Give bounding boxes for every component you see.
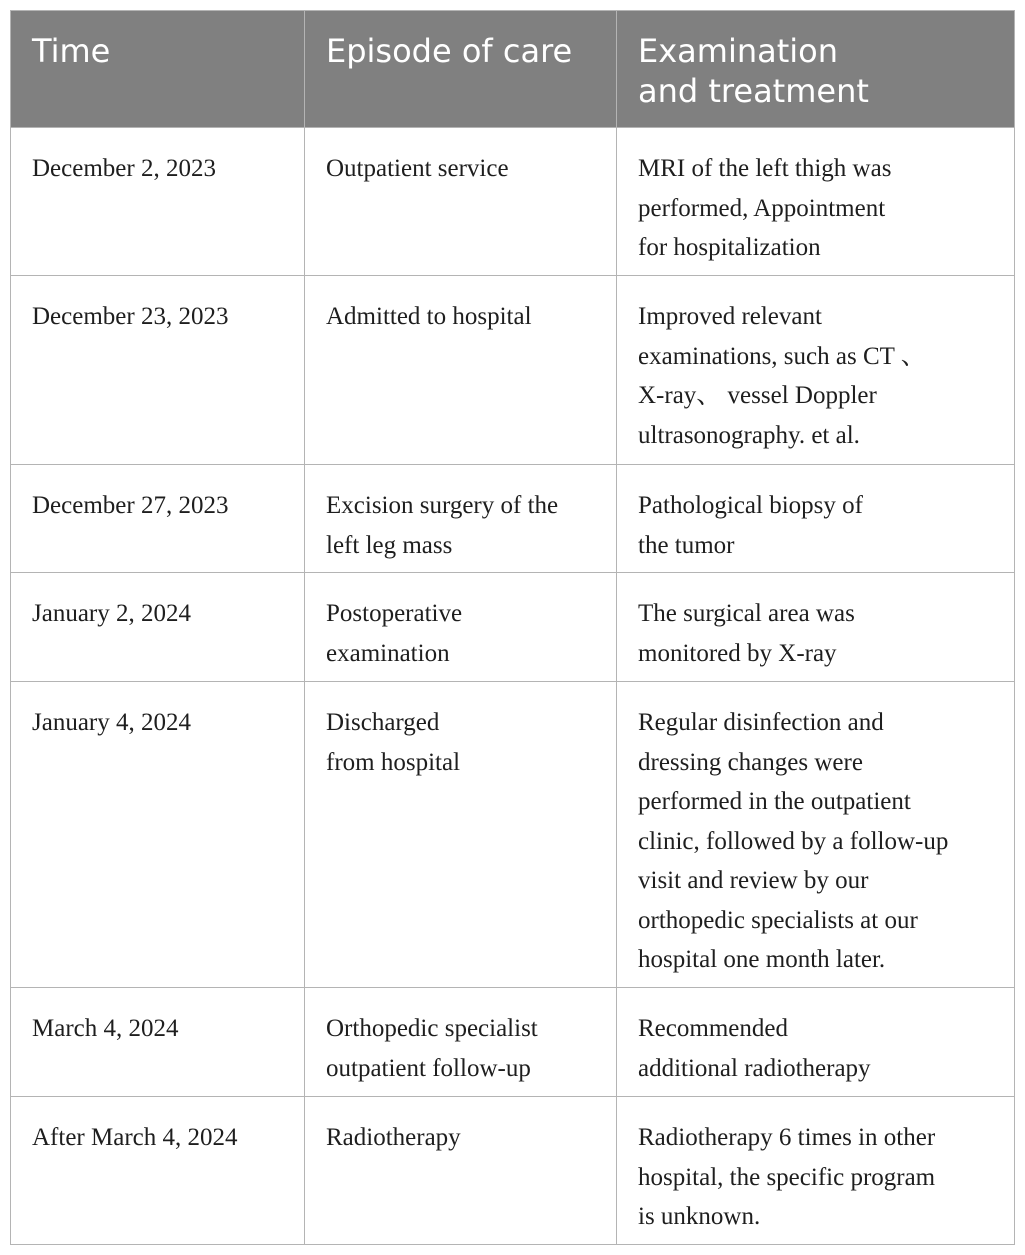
cell-line: The surgical area was (638, 600, 855, 627)
cell-line: the tumor (638, 531, 735, 559)
header-text: Examination (638, 32, 839, 70)
time-cell (11, 465, 305, 573)
table-row (11, 682, 1015, 988)
episode-cell (305, 128, 617, 276)
cell-line: MRI of the left thigh was (638, 155, 892, 182)
header-time (11, 11, 305, 128)
cell-line: December 23, 2023 (32, 303, 229, 330)
treatment-cell (617, 682, 1015, 988)
cell-line: Discharged (326, 709, 440, 736)
cell-line: dressing changes were (638, 748, 863, 776)
cell-line: December 2, 2023 (32, 155, 216, 182)
cell-line: for hospitalization (638, 234, 821, 261)
header-treatment (617, 11, 1015, 128)
header-row (11, 11, 1015, 128)
table-row (11, 988, 1015, 1097)
cell-line: hospital one month later. (638, 946, 886, 973)
cell-line: January 4, 2024 (32, 709, 191, 736)
time-cell (11, 1097, 305, 1245)
treatment-cell (617, 573, 1015, 682)
time-cell (11, 573, 305, 682)
treatment-cell (617, 465, 1015, 573)
table-header (11, 11, 1015, 128)
episode-cell (305, 276, 617, 465)
header-text: Episode of care (326, 32, 573, 70)
cell-line: monitored by X-ray (638, 639, 837, 667)
cell-line: Recommended (638, 1015, 788, 1042)
treatment-cell (617, 128, 1015, 276)
episode-cell (305, 573, 617, 682)
cell-line: additional radiotherapy (638, 1054, 871, 1082)
cell-line: examination (326, 639, 450, 667)
cell-line: Orthopedic specialist (326, 1015, 538, 1042)
cell-line: visit and review by our (638, 867, 869, 894)
cell-line: X-ray、 vessel Doppler (638, 382, 877, 409)
cell-line: Postoperative (326, 600, 463, 627)
cell-line: Outpatient service (326, 155, 509, 182)
cell-line: from hospital (326, 748, 461, 776)
header-text: and treatment (638, 72, 869, 110)
cell-line: orthopedic specialists at our (638, 906, 918, 934)
episode-cell (305, 1097, 617, 1245)
cell-line: performed, Appointment (638, 194, 886, 222)
header-text: Time (32, 32, 111, 70)
cell-line: Excision surgery of the (326, 492, 559, 519)
cell-line: After March 4, 2024 (32, 1124, 238, 1151)
treatment-cell (617, 988, 1015, 1097)
table-row (11, 1097, 1015, 1245)
cell-line: ultrasonography. et al. (638, 421, 860, 449)
cell-line: January 2, 2024 (32, 600, 191, 627)
cell-line: Pathological biopsy of (638, 492, 863, 519)
cell-line: Radiotherapy 6 times in other (638, 1124, 936, 1151)
cell-line: is unknown. (638, 1203, 761, 1230)
cell-line: performed in the outpatient (638, 788, 911, 815)
table-body (11, 128, 1015, 1245)
episode-cell (305, 465, 617, 573)
episode-cell (305, 988, 617, 1097)
table-row (11, 128, 1015, 276)
cell-line: clinic, followed by a follow-up (638, 827, 949, 855)
cell-line: March 4, 2024 (32, 1015, 179, 1042)
cell-line: Radiotherapy (326, 1124, 461, 1151)
episode-cell (305, 682, 617, 988)
header-episode (305, 11, 617, 128)
time-cell (11, 682, 305, 988)
table-row (11, 276, 1015, 465)
treatment-cell (617, 276, 1015, 465)
care-timeline-table (10, 10, 1015, 1245)
time-cell (11, 128, 305, 276)
time-cell (11, 276, 305, 465)
cell-line: hospital, the specific program (638, 1163, 936, 1191)
table-row (11, 573, 1015, 682)
time-cell (11, 988, 305, 1097)
treatment-cell (617, 1097, 1015, 1245)
cell-line: examinations, such as CT 、 (638, 342, 926, 370)
cell-line: December 27, 2023 (32, 492, 229, 519)
cell-line: outpatient follow-up (326, 1054, 531, 1082)
cell-line: Regular disinfection and (638, 709, 884, 736)
cell-line: left leg mass (326, 531, 453, 559)
cell-line: Admitted to hospital (326, 303, 532, 330)
cell-line: Improved relevant (638, 303, 822, 330)
table-row (11, 465, 1015, 573)
